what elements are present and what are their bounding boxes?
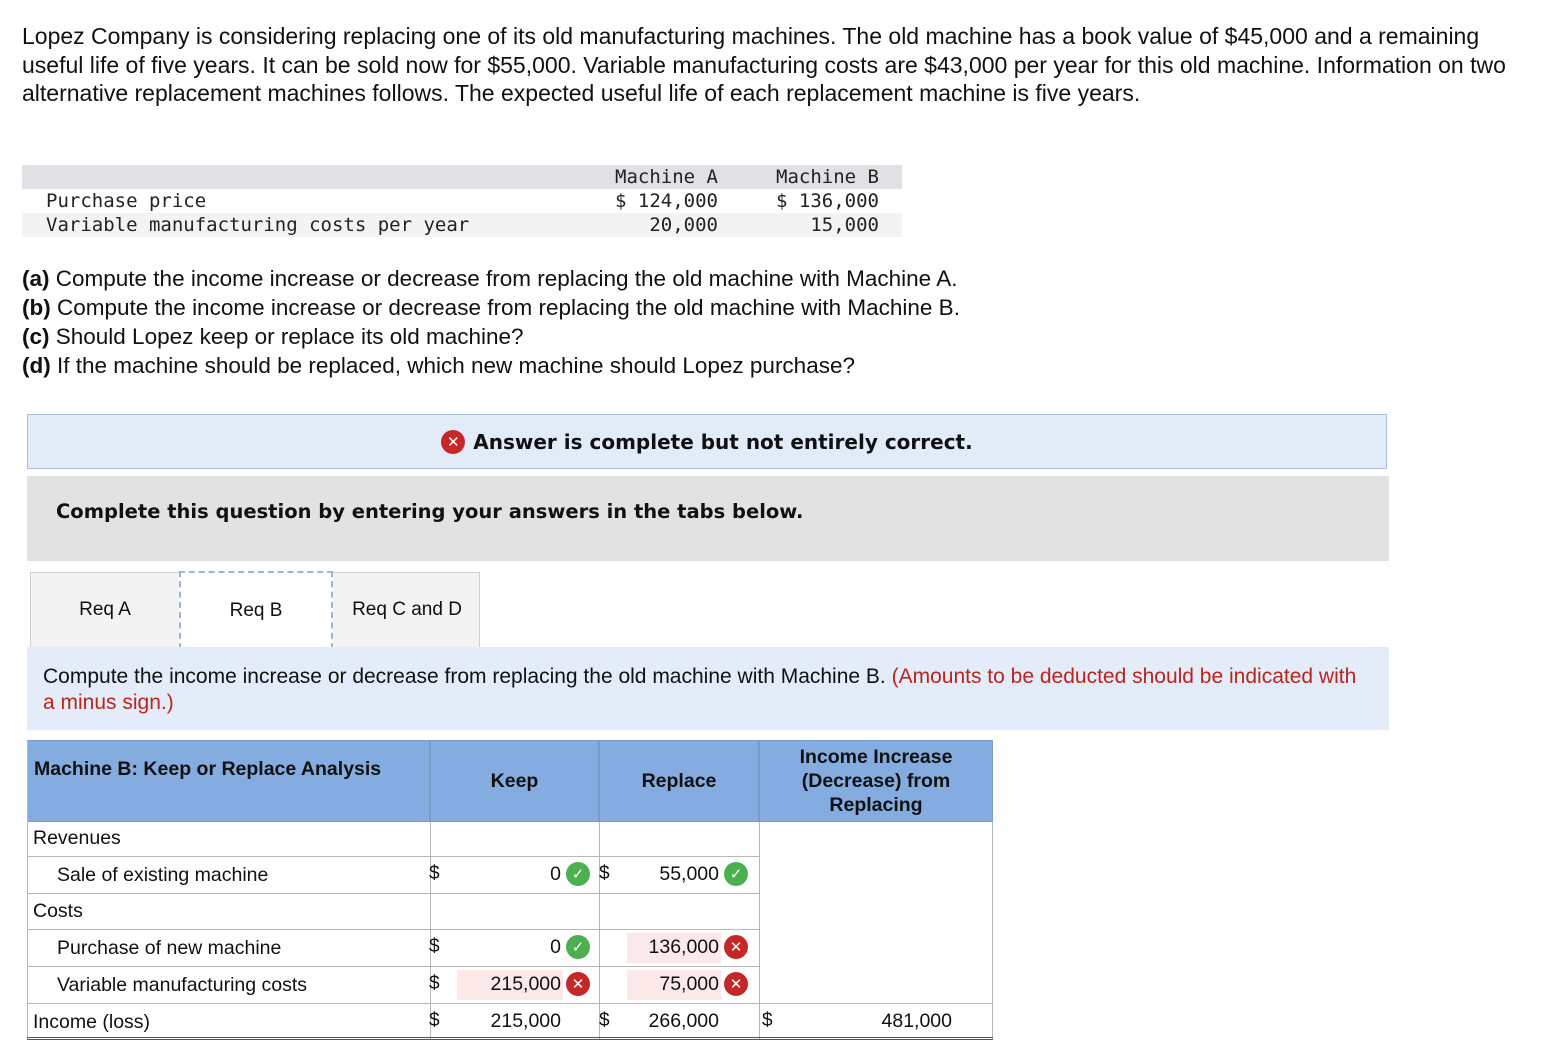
grid-line: [430, 822, 431, 1040]
x-icon: ✕: [724, 935, 748, 959]
check-icon: ✓: [724, 862, 748, 886]
info-label: Purchase price: [46, 190, 207, 212]
grid-line: [27, 1039, 993, 1040]
x-icon: ✕: [566, 972, 590, 996]
info-value-b: $ 136,000: [776, 190, 879, 212]
grid-line: [27, 1037, 993, 1038]
question-b: (b) Compute the income increase or decrease from replacing the old machine with Machine B.: [22, 295, 960, 320]
x-icon: ✕: [441, 430, 465, 454]
grid-line: [599, 822, 600, 1040]
replace-variable-value: 75,000: [659, 973, 719, 995]
tab-req-b[interactable]: Req B: [179, 571, 333, 649]
question-a: (a) Compute the income increase or decrease from replacing the old machine with Machine A.: [22, 266, 958, 291]
instructions-panel: Complete this question by entering your answers in the tabs below.: [27, 476, 1389, 561]
keep-sale-value: 0: [550, 863, 561, 885]
question-d: (d) If the machine should be replaced, which new machine should Lopez purchase?: [22, 353, 855, 378]
requirement-note: (Amounts to be deducted should be indicated with a minus sign.): [43, 665, 1357, 714]
section-costs: Costs: [33, 900, 83, 922]
currency-symbol: $: [599, 1010, 610, 1031]
keep-variable-value: 215,000: [490, 973, 561, 995]
machine-a-header: Machine A: [615, 166, 718, 188]
col-header-keep: Keep: [430, 740, 599, 822]
banner-text: Answer is complete but not entirely correct.: [473, 429, 973, 454]
replace-purchase-value: 136,000: [648, 936, 719, 958]
grid-line: [27, 1003, 993, 1004]
section-revenues: Revenues: [33, 827, 121, 849]
tab-req-c-and-d[interactable]: Req C and D: [352, 599, 462, 620]
grid-line: [27, 893, 759, 894]
replace-income-value: 266,000: [648, 1010, 719, 1032]
tab-req-a[interactable]: Req A: [79, 599, 131, 620]
info-label: Variable manufacturing costs per year: [46, 214, 470, 236]
grid-line: [992, 822, 993, 1040]
keep-purchase-value: 0: [550, 936, 561, 958]
tab-bar: [30, 572, 480, 647]
currency-symbol: $: [429, 863, 440, 884]
currency-symbol: $: [429, 1010, 440, 1031]
income-diff-value: 481,000: [881, 1010, 952, 1032]
requirement-panel: [27, 647, 1389, 730]
col-header-income-diff: Income Increase (Decrease) from Replacing: [759, 740, 993, 822]
info-header-row: [22, 165, 902, 189]
grid-line: [27, 966, 759, 967]
col-header-replace: Replace: [599, 740, 759, 822]
row-label-sale: Sale of existing machine: [57, 864, 269, 886]
answer-status-banner: [27, 414, 1387, 469]
question-list: [22, 264, 960, 380]
keep-income-value: 215,000: [490, 1010, 561, 1032]
info-row-variable: [22, 213, 902, 237]
info-value-a: 20,000: [649, 214, 718, 236]
x-icon: ✕: [724, 972, 748, 996]
row-label-purchase: Purchase of new machine: [57, 937, 282, 959]
grid-line: [759, 822, 760, 1040]
row-label-income: Income (loss): [33, 1011, 151, 1033]
requirement-text: Compute the income increase or decrease from replacing the old machine with Machine B.: [43, 665, 886, 688]
currency-symbol: $: [429, 936, 440, 957]
check-icon: ✓: [566, 935, 590, 959]
grid-line: [27, 929, 759, 930]
currency-symbol: $: [599, 863, 610, 884]
machine-b-header: Machine B: [776, 166, 879, 188]
grid-line: [27, 740, 28, 1040]
grid-line: [27, 856, 759, 857]
info-value-a: $ 124,000: [615, 190, 718, 212]
info-row-purchase: [22, 189, 902, 213]
currency-symbol: $: [429, 973, 440, 994]
table-title: Machine B: Keep or Replace Analysis: [27, 740, 430, 822]
currency-symbol: $: [762, 1010, 773, 1031]
keep-or-replace-table: [27, 740, 993, 1040]
machine-info-table: [22, 165, 902, 237]
row-label-variable: Variable manufacturing costs: [57, 974, 308, 996]
check-icon: ✓: [566, 862, 590, 886]
replace-sale-value: 55,000: [659, 863, 719, 885]
problem-statement: Lopez Company is considering replacing one of its old manufacturing machines. The old machine has a book value of $45,000 and a remaining useful life of five years. It can be sold now for $55,000. Variable manufacturing costs are $43,000 per year for this old machine. Information on two alternative replacement machines follows. The expected useful life of each replacement machine is five years.: [22, 23, 1506, 106]
question-c: (c) Should Lopez keep or replace its old machine?: [22, 324, 524, 349]
info-value-b: 15,000: [810, 214, 879, 236]
